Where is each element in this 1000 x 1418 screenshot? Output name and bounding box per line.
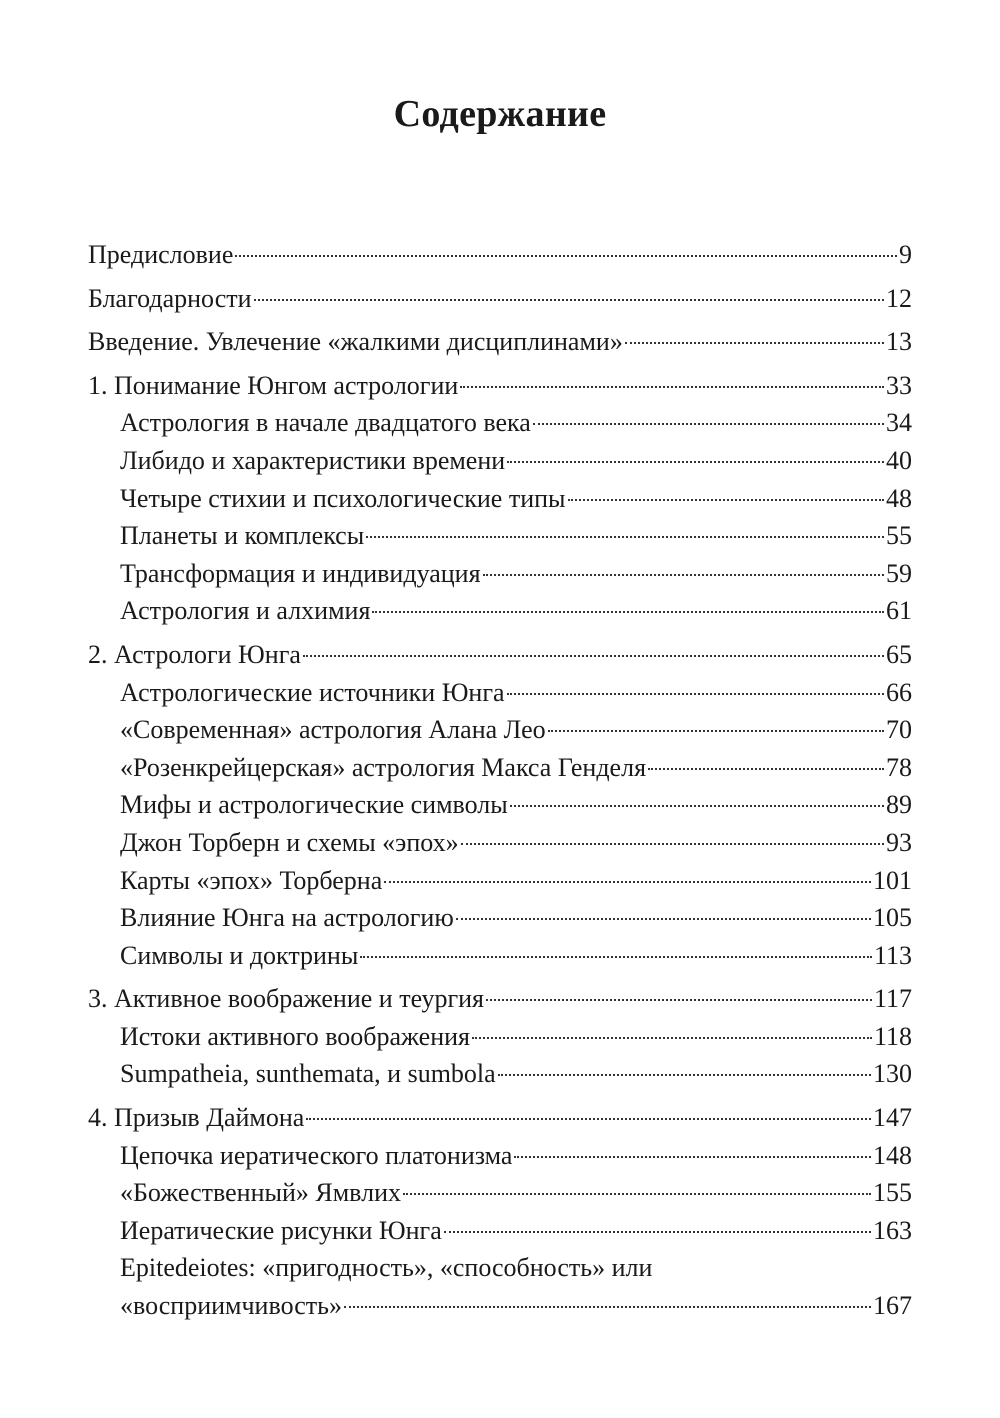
toc-entry-label: 2. Астрологи Юнга	[88, 639, 301, 669]
dot-leader	[498, 1074, 871, 1076]
toc-entry-label: Астрологические источники Юнга	[120, 677, 505, 707]
dot-leader	[507, 461, 884, 463]
toc-entry-page: 70	[886, 715, 912, 745]
toc-entry-label: 1. Понимание Юнгом астрологии	[88, 370, 459, 400]
toc-entry-page: 33	[886, 370, 912, 400]
dot-leader	[483, 574, 884, 576]
toc-section[interactable]	[88, 592, 912, 630]
toc-entry-label: Джон Торберн и схемы «эпох»	[120, 827, 459, 857]
dot-leader	[456, 918, 871, 920]
toc-entry-page: 59	[886, 558, 912, 588]
dot-leader	[461, 843, 884, 845]
toc-section[interactable]	[88, 1174, 912, 1212]
toc-entry-label: «Божественный» Ямвлих	[120, 1178, 401, 1208]
dot-leader	[460, 386, 884, 388]
toc-section[interactable]	[88, 1212, 912, 1250]
toc-entry-page: 66	[886, 677, 912, 707]
toc-entry-label: «Современная» астрология Алана Лео	[120, 715, 546, 745]
toc-section[interactable]	[88, 786, 912, 824]
dot-leader	[303, 655, 884, 657]
toc-section[interactable]	[88, 555, 912, 593]
toc-entry-label: Благодарности	[88, 283, 252, 313]
toc-entry-label-line1: Epitedeiotes: «пригодность», «способность» или	[120, 1253, 653, 1283]
toc-entry-label: Sumpatheia, sunthemata, и sumbola	[120, 1059, 496, 1089]
toc-entry-page: 130	[873, 1059, 912, 1089]
toc-entry-page: 155	[873, 1178, 912, 1208]
toc-section-line2[interactable]	[88, 1287, 912, 1325]
toc-entry-label: Иератические рисунки Юнга	[120, 1215, 442, 1245]
toc-entry-label: Четыре стихии и психологические типы	[120, 483, 566, 513]
dot-leader	[360, 956, 872, 958]
toc-entry-page: 118	[873, 1021, 912, 1051]
toc-entry-label: Символы и доктрины	[120, 940, 359, 970]
toc-section[interactable]	[88, 1018, 912, 1056]
dot-leader	[254, 299, 884, 301]
toc-entry-label: «Розенкрейцерская» астрология Макса Генделя	[120, 752, 647, 782]
toc-entry-label: Введение. Увлечение «жалкими дисциплинами»	[88, 327, 623, 357]
toc-entry-page: 167	[873, 1291, 912, 1321]
toc-entry-page: 148	[873, 1140, 912, 1170]
dot-leader	[533, 423, 884, 425]
toc-entry-label: Астрология в начале двадцатого века	[120, 408, 531, 438]
toc-section[interactable]	[88, 711, 912, 749]
toc-entry[interactable]	[88, 323, 912, 361]
page-title: Содержание	[393, 93, 607, 135]
dot-leader	[372, 611, 884, 613]
toc-section-line1[interactable]	[88, 1249, 912, 1287]
dot-leader	[514, 1156, 871, 1158]
toc-entry-label: 4. Призыв Даймона	[88, 1103, 305, 1133]
toc-entry-page: 113	[873, 940, 912, 970]
dot-leader	[510, 805, 884, 807]
toc-entry-page: 65	[886, 639, 912, 669]
toc-entry-label: Истоки активного воображения	[120, 1021, 471, 1051]
dot-leader	[507, 693, 884, 695]
dot-leader	[648, 768, 884, 770]
toc-entry-page: 89	[886, 790, 912, 820]
toc-chapter[interactable]	[88, 367, 912, 405]
toc-section[interactable]	[88, 862, 912, 900]
dot-leader	[568, 499, 884, 501]
dot-leader	[548, 730, 884, 732]
toc-entry-page: 163	[873, 1215, 912, 1245]
toc-section[interactable]	[88, 404, 912, 442]
toc-chapter[interactable]	[88, 636, 912, 674]
dot-leader	[306, 1118, 871, 1120]
toc-entry-page: 117	[873, 984, 912, 1014]
toc-entry-label: Трансформация и индивидуация	[120, 558, 481, 588]
table-of-contents	[88, 236, 912, 1325]
toc-chapter[interactable]	[88, 1099, 912, 1137]
dot-leader	[403, 1193, 871, 1195]
toc-entry-page: 61	[886, 596, 912, 626]
toc-entry-page: 13	[886, 327, 912, 357]
toc-section[interactable]	[88, 480, 912, 518]
dot-leader	[344, 1306, 871, 1308]
toc-section[interactable]	[88, 517, 912, 555]
toc-entry-page: 55	[886, 521, 912, 551]
toc-section[interactable]	[88, 674, 912, 712]
toc-entry-label: Либидо и характеристики времени	[120, 445, 506, 475]
toc-entry-label-line2: «восприимчивость»	[120, 1291, 342, 1321]
toc-section[interactable]	[88, 899, 912, 937]
toc-section[interactable]	[88, 1137, 912, 1175]
toc-entry[interactable]	[88, 236, 912, 274]
dot-leader	[384, 881, 871, 883]
toc-entry-label: Карты «эпох» Торберна	[120, 865, 383, 895]
toc-entry-page: 9	[899, 240, 912, 269]
dot-leader	[486, 999, 872, 1001]
toc-entry-page: 78	[886, 752, 912, 782]
dot-leader	[444, 1231, 871, 1233]
dot-leader	[235, 255, 897, 257]
toc-entry-label: Предисловие	[88, 240, 234, 269]
toc-entry-label: Цепочка иератического платонизма	[120, 1140, 513, 1170]
toc-entry-page: 101	[873, 865, 912, 895]
toc-entry[interactable]	[88, 280, 912, 318]
toc-entry-label: Планеты и комплексы	[120, 521, 365, 551]
dot-leader	[625, 342, 884, 344]
toc-entry-page: 34	[886, 408, 912, 438]
dot-leader	[366, 536, 884, 538]
toc-chapter[interactable]	[88, 980, 912, 1018]
toc-section[interactable]	[88, 937, 912, 975]
toc-entry-page: 48	[886, 483, 912, 513]
toc-section[interactable]	[88, 442, 912, 480]
dot-leader	[472, 1037, 872, 1039]
toc-entry-page: 147	[873, 1103, 912, 1133]
toc-entry-label: Влияние Юнга на астрологию	[120, 903, 454, 933]
toc-entry-page: 12	[886, 283, 912, 313]
toc-entry-page: 40	[886, 445, 912, 475]
toc-entry-page: 105	[873, 903, 912, 933]
toc-section[interactable]	[88, 1055, 912, 1093]
toc-entry-label: 3. Активное воображение и теургия	[88, 984, 484, 1014]
toc-section[interactable]	[88, 824, 912, 862]
toc-entry-label: Мифы и астрологические символы	[120, 790, 508, 820]
toc-section[interactable]	[88, 749, 912, 787]
toc-entry-page: 93	[886, 827, 912, 857]
toc-entry-label: Астрология и алхимия	[120, 596, 371, 626]
